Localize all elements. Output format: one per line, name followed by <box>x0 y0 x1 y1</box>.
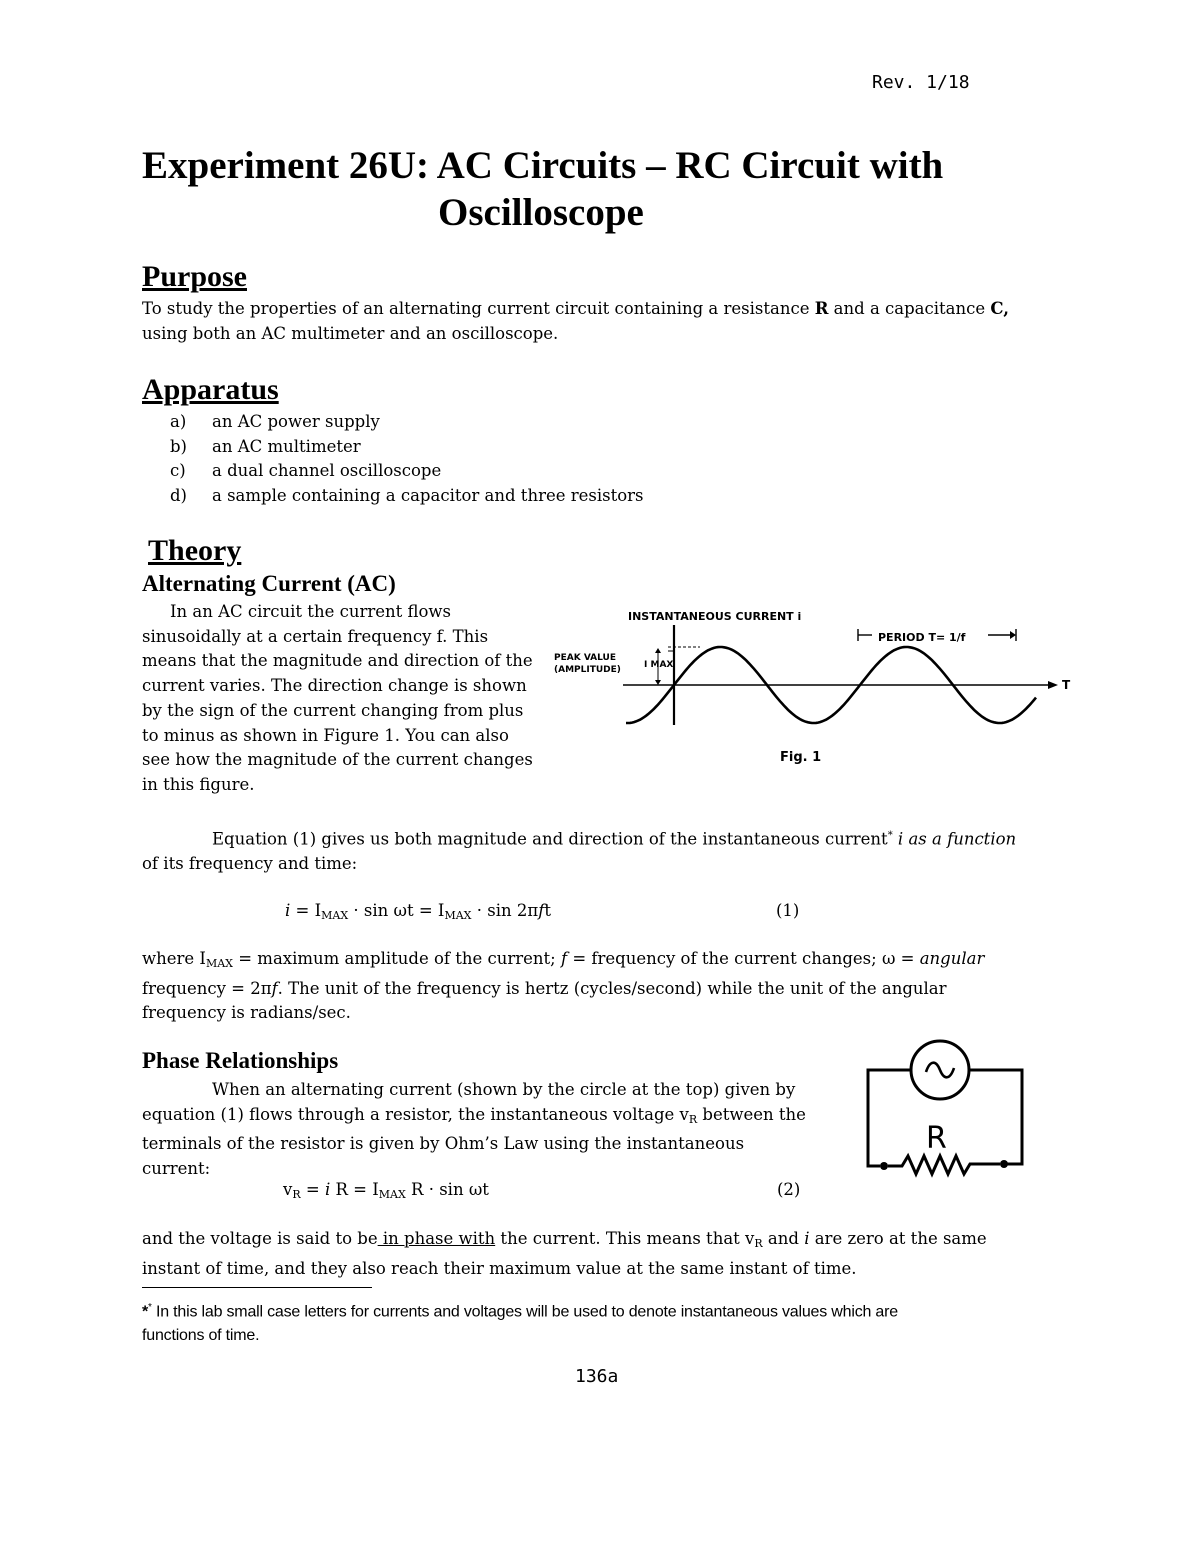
figure-label-peak-1: PEAK VALUE <box>554 653 617 663</box>
where-paragraph: where $I_{MAX}$ = maximum amplitude of the current; f = frequency of the current changes; ω = angular frequency = 2πf. The unit of the frequency is hertz (cycles/second) while the unit of the angular frequency is radians/sec. <box>142 949 985 1023</box>
page-title <box>142 142 1042 236</box>
terminal-right <box>1000 1160 1008 1168</box>
equation-2-number: (2) <box>777 1180 801 1199</box>
terminal-left <box>880 1162 888 1170</box>
figure-label-t: T <box>1062 678 1071 692</box>
theory-heading: Theory <box>148 534 242 567</box>
purpose-heading: Purpose <box>142 260 247 293</box>
title-line-2: Oscilloscope <box>438 191 644 234</box>
figure-label-imax: I MAX <box>644 660 674 670</box>
resistor-circuit-diagram <box>858 1036 1044 1176</box>
period-arrow-icon <box>1010 631 1016 639</box>
peak-arrow-up-icon <box>655 648 661 653</box>
equation-1: $i = I_{MAX} \cdot \sin \omega t = I_{MAX} \cdot \sin 2\pi ft$ <box>285 901 551 922</box>
time-axis-arrow-icon <box>1048 681 1058 689</box>
apparatus-list <box>170 410 644 509</box>
phase-paragraph: When an alternating current (shown by the circle at the top) given by equation (1) flows through a resistor, the instantaneous voltage $v_R$ between the terminals of the resistor is given by Ohm’s Law using the instantaneous current: <box>142 1080 806 1179</box>
equation-2: $v_R = i$ $R = I_{MAX}$ R · sin ωt <box>283 1180 489 1201</box>
footnote-divider <box>142 1287 372 1288</box>
resistor-zigzag-icon <box>888 1156 1000 1174</box>
circuit-left-wire <box>868 1070 911 1166</box>
ac-heading: Alternating Current (AC) <box>142 571 396 596</box>
footnote: ** In this lab small case letters for currents and voltages will be used to denote instantaneous values which are functions of time. <box>142 1302 898 1345</box>
circuit-resistor-label: R <box>926 1121 947 1156</box>
figure-label-peak-2: (AMPLITUDE) <box>554 665 621 675</box>
title-line-1: Experiment 26U: AC Circuits – RC Circuit with <box>142 144 944 187</box>
equation-1-number: (1) <box>776 901 800 920</box>
equation-1-intro: Equation (1) gives us both magnitude and direction of the instantaneous current* i as a function of its frequency and time: <box>142 829 1017 874</box>
page-number: 136a <box>575 1366 619 1387</box>
circuit-right-wire <box>969 1070 1022 1164</box>
purpose-text: To study the properties of an alternating current circuit containing a resistance R and a capacitance C, using both an AC multimeter and an oscilloscope. <box>142 299 1009 343</box>
figure-1-sine-wave <box>548 595 1071 775</box>
in-phase-paragraph: and the voltage is said to be in phase with the current. This means that $v_R$ and i are zero at the same instant of time, and they also reach their maximum value at the same instant of time. <box>142 1229 987 1278</box>
list-item: d) a sample containing a capacitor and three resistors <box>170 486 644 506</box>
ac-paragraph: In an AC circuit the current flows sinusoidally at a certain frequency f. This means that the magnitude and direction of the current varies. The direction change is shown by the sign of the current changing from plus to minus as shown in Figure 1. You can also see how the magnitude of the current changes in this figure. <box>142 602 533 794</box>
list-item: b) an AC multimeter <box>170 436 361 456</box>
phase-heading: Phase Relationships <box>142 1048 339 1073</box>
apparatus-heading: Apparatus <box>142 373 279 406</box>
list-item: c) a dual channel oscilloscope <box>170 461 442 481</box>
revision-label: Rev. 1/18 <box>872 72 970 93</box>
figure-label-current: INSTANTANEOUS CURRENT i <box>628 610 802 623</box>
figure-label-period: PERIOD T= 1/f <box>878 631 966 644</box>
ac-source-sine-icon <box>926 1063 954 1078</box>
list-item: a) an AC power supply <box>170 412 380 431</box>
figure-1-caption: Fig. 1 <box>780 750 822 765</box>
